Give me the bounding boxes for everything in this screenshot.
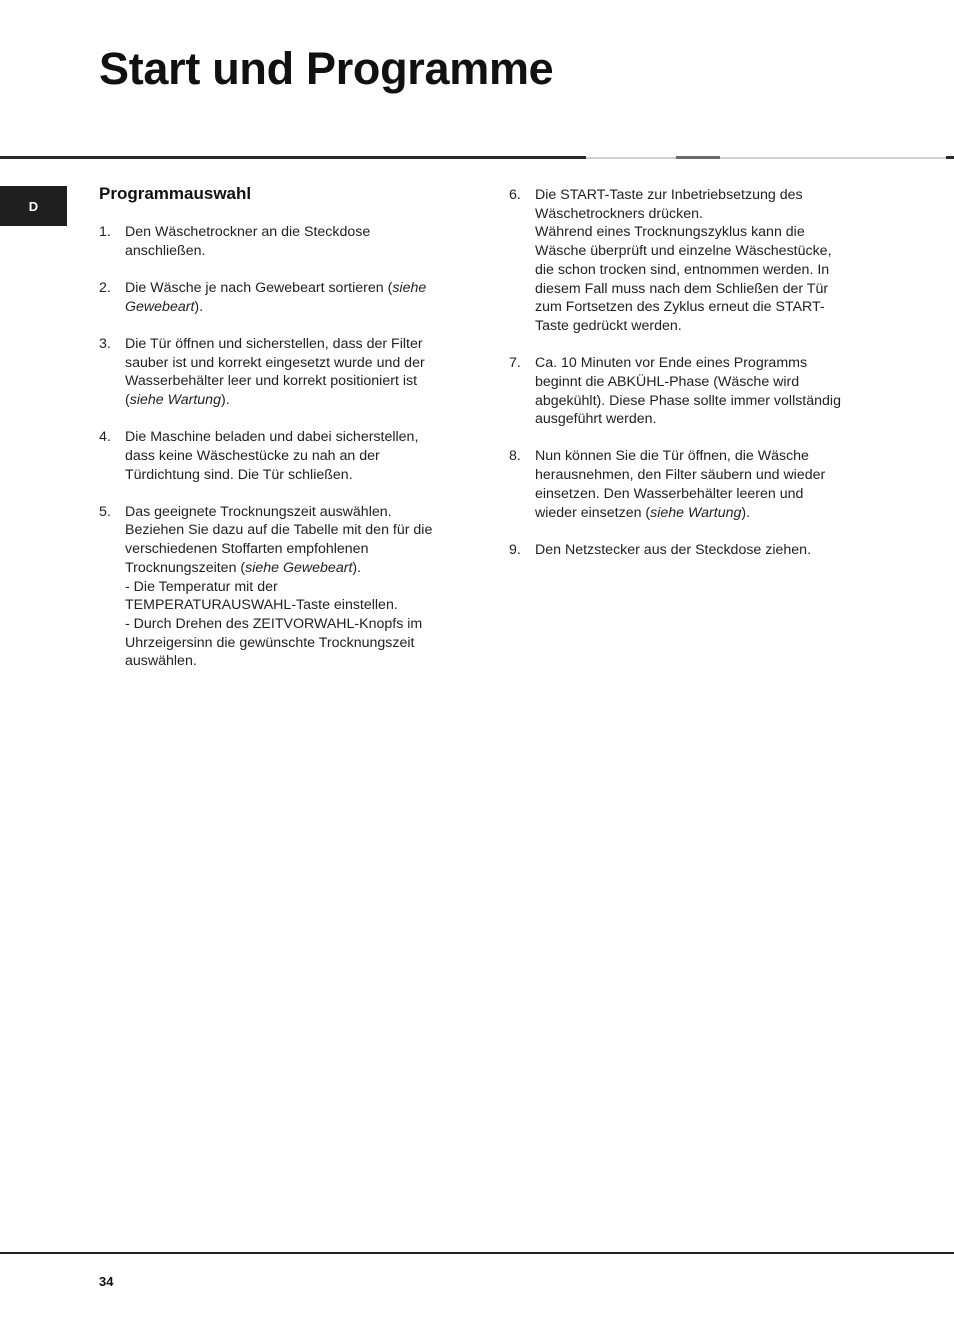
step-text-line bbox=[125, 447, 469, 466]
step-text-line bbox=[535, 354, 879, 373]
step-text: Den Netzstecker aus der Steckdose ziehen. bbox=[535, 541, 812, 558]
step-text-line bbox=[125, 596, 469, 615]
step-text-line bbox=[535, 392, 879, 411]
left-column bbox=[99, 223, 469, 690]
step-text: diesem Fall muss nach dem Schließen der Tür bbox=[535, 280, 829, 297]
step-number: 2. bbox=[99, 279, 111, 296]
right-column bbox=[509, 186, 879, 578]
step-text-line bbox=[125, 521, 469, 540]
cross-reference: siehe Gewebeart bbox=[245, 559, 353, 576]
step-text-line bbox=[535, 466, 879, 485]
step-number: 9. bbox=[509, 541, 521, 558]
step-text: verschiedenen Stoffarten empfohlenen bbox=[125, 541, 369, 558]
step-text-line bbox=[125, 578, 469, 597]
step-text: ). bbox=[220, 391, 230, 408]
step-text: Die Maschine beladen und dabei sicherstellen, bbox=[125, 429, 419, 446]
list-item bbox=[99, 428, 469, 484]
cross-reference: siehe Wartung bbox=[129, 391, 221, 408]
step-text: Wäschetrockners drücken. bbox=[535, 205, 703, 222]
step-text-line bbox=[125, 503, 469, 522]
step-text-line bbox=[535, 504, 879, 523]
step-text-line bbox=[125, 372, 469, 391]
step-number: 8. bbox=[509, 448, 521, 465]
left-steps-list bbox=[99, 223, 469, 671]
list-item bbox=[99, 223, 469, 260]
step-text: TEMPERATURAUSWAHL-Taste einstellen. bbox=[125, 597, 398, 614]
step-text-line bbox=[535, 205, 879, 224]
step-text: auswählen. bbox=[125, 653, 197, 670]
step-text: die schon trocken sind, entnommen werden. In bbox=[535, 261, 830, 278]
header-rule-dark bbox=[0, 156, 586, 159]
page-title: Start und Programme bbox=[99, 43, 554, 94]
step-text-line bbox=[535, 186, 879, 205]
step-text: Türdichtung sind. Die Tür schließen. bbox=[125, 466, 353, 483]
cross-reference: siehe bbox=[392, 279, 427, 296]
step-text-line bbox=[125, 466, 469, 485]
step-text: wieder einsetzen ( bbox=[535, 504, 651, 521]
list-item bbox=[509, 186, 879, 336]
step-text-line bbox=[125, 559, 469, 578]
cross-reference: siehe Wartung bbox=[650, 504, 742, 521]
step-text: Trocknungszeiten ( bbox=[125, 559, 246, 576]
step-text: sauber ist und korrekt eingesetzt wurde und der bbox=[125, 354, 425, 371]
step-text: Den Wäschetrockner an die Steckdose bbox=[125, 224, 371, 240]
step-number: 7. bbox=[509, 355, 521, 372]
list-item bbox=[99, 335, 469, 410]
step-text-line bbox=[125, 354, 469, 373]
step-text: abgekühlt). Diese Phase sollte immer vollständig bbox=[535, 392, 841, 409]
step-text-line bbox=[535, 242, 879, 261]
header-rule-light-2 bbox=[720, 157, 946, 159]
step-text-line bbox=[535, 223, 879, 242]
step-text: Das geeignete Trocknungszeit auswählen. bbox=[125, 503, 392, 520]
step-text-line bbox=[125, 428, 469, 447]
step-text: Beziehen Sie dazu auf die Tabelle mit den für die bbox=[125, 522, 433, 539]
step-text: dass keine Wäschestücke zu nah an der bbox=[125, 447, 380, 464]
step-text: zum Fortsetzen des Zyklus erneut die START- bbox=[535, 299, 825, 316]
step-text: Die Tür öffnen und sicherstellen, dass der Filter bbox=[125, 335, 423, 352]
step-text: ). bbox=[352, 559, 362, 576]
header-rule-mid bbox=[676, 156, 720, 159]
step-text: herausnehmen, den Filter säubern und wieder bbox=[535, 467, 826, 484]
step-text: einsetzen. Den Wasserbehälter leeren und bbox=[535, 485, 804, 502]
section-heading: Programmauswahl bbox=[99, 184, 252, 203]
step-text-line bbox=[125, 242, 469, 261]
step-text: ). bbox=[741, 504, 751, 521]
step-text-line bbox=[125, 279, 469, 298]
step-number: 1. bbox=[99, 224, 111, 240]
right-steps-list bbox=[509, 186, 879, 559]
header-rule-light bbox=[586, 157, 676, 159]
list-item bbox=[509, 541, 879, 560]
step-text-line bbox=[125, 615, 469, 634]
step-text: Während eines Trocknungszyklus kann die bbox=[535, 224, 805, 241]
step-text: - Durch Drehen des ZEITVORWAHL-Knopfs im bbox=[125, 615, 423, 632]
step-text: ). bbox=[194, 298, 204, 315]
step-text: Wasserbehälter leer und korrekt positioniert ist bbox=[125, 373, 418, 390]
step-text-line bbox=[125, 652, 469, 671]
step-text: Die START-Taste zur Inbetriebsetzung des bbox=[535, 187, 803, 203]
list-item bbox=[509, 447, 879, 522]
step-text: - Die Temperatur mit der bbox=[125, 578, 278, 595]
step-number: 3. bbox=[99, 335, 111, 352]
step-text-line bbox=[125, 391, 469, 410]
step-text-line bbox=[535, 447, 879, 466]
list-item bbox=[509, 354, 879, 429]
footer-rule bbox=[0, 1252, 954, 1254]
step-text-line bbox=[535, 485, 879, 504]
step-text-line bbox=[125, 540, 469, 559]
step-text-line bbox=[535, 541, 879, 560]
step-text-line bbox=[535, 280, 879, 299]
step-text: Die Wäsche je nach Gewebeart sortieren ( bbox=[125, 279, 393, 296]
step-text: Wäsche überprüft und einzelne Wäschestücke, bbox=[535, 243, 832, 260]
list-item bbox=[99, 279, 469, 316]
step-text: Uhrzeigersinn die gewünschte Trocknungszeit bbox=[125, 634, 415, 651]
step-text-line bbox=[125, 298, 469, 317]
language-tab: D bbox=[0, 186, 67, 226]
step-text-line bbox=[535, 298, 879, 317]
step-text: ausgeführt werden. bbox=[535, 411, 657, 428]
cross-reference: Gewebeart bbox=[125, 298, 195, 315]
step-text: anschließen. bbox=[125, 242, 206, 259]
step-text: Taste gedrückt werden. bbox=[535, 317, 682, 334]
step-text-line bbox=[125, 335, 469, 354]
list-item bbox=[99, 503, 469, 671]
step-text-line bbox=[125, 223, 469, 242]
step-text-line bbox=[535, 317, 879, 336]
step-number: 5. bbox=[99, 503, 111, 520]
step-number: 6. bbox=[509, 187, 521, 203]
step-text: beginnt die ABKÜHL-Phase (Wäsche wird bbox=[535, 373, 800, 390]
step-number: 4. bbox=[99, 429, 111, 446]
page-number: 34 bbox=[99, 1274, 114, 1289]
step-text-line bbox=[535, 261, 879, 280]
step-text-line bbox=[125, 634, 469, 653]
step-text-line bbox=[535, 373, 879, 392]
step-text: Nun können Sie die Tür öffnen, die Wäsche bbox=[535, 448, 809, 465]
step-text-line bbox=[535, 410, 879, 429]
header-rule-end bbox=[946, 156, 954, 159]
step-text: Ca. 10 Minuten vor Ende eines Programms bbox=[535, 355, 808, 372]
step-text: ( bbox=[125, 391, 130, 408]
